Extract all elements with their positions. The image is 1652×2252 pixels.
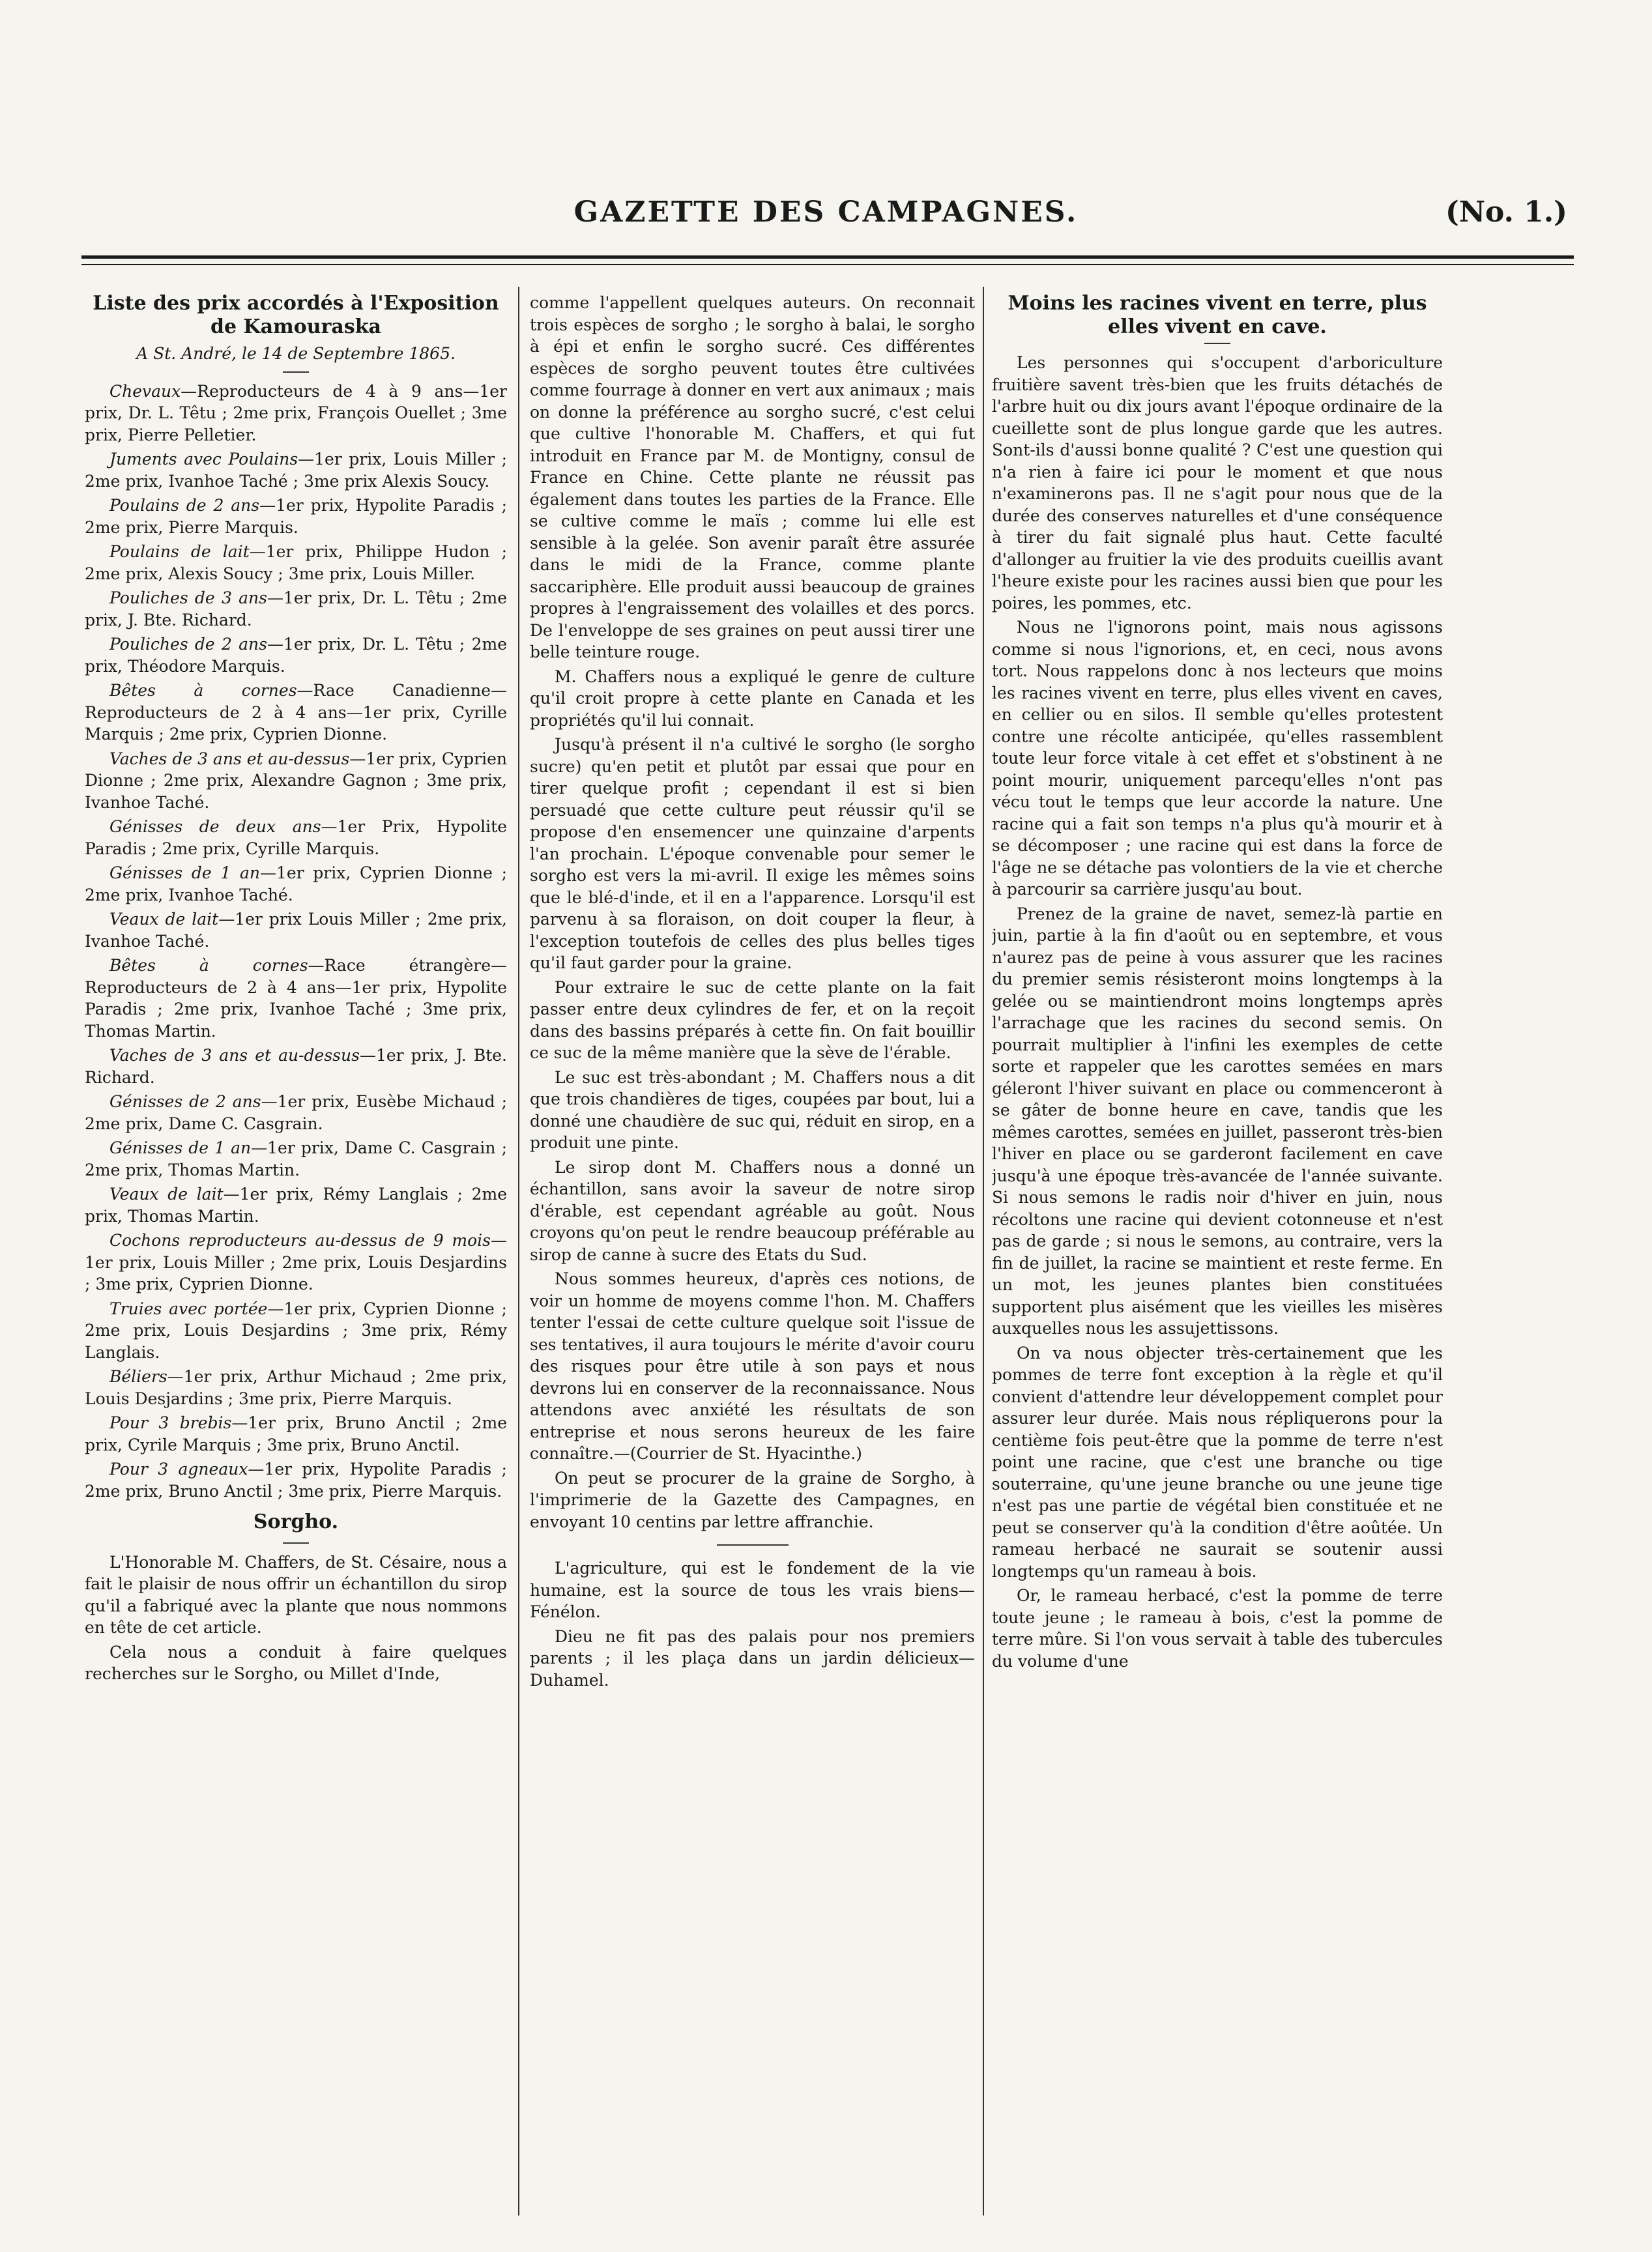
prize-entry xyxy=(85,587,507,631)
prize-category: Génisses de 2 ans xyxy=(109,1092,261,1111)
prize-winners: —1er prix, Louis Miller ; 2me prix, Ivanhoe Taché ; 3me prix Alexis Soucy. xyxy=(85,450,507,491)
prize-winners: —1er prix, Cyprien Dionne ; 2me prix, Louis Desjardins ; 3me prix, Rémy Langlais. xyxy=(85,1299,507,1362)
dateline: A St. André, le 14 de Septembre 1865. xyxy=(136,344,456,363)
quote-fenelon: L'agriculture, qui est le fondement de la vie humaine, est la source de tous les vrais biens—Fénélon. xyxy=(530,1559,975,1621)
prize-category: Poulains de 2 ans xyxy=(109,496,260,515)
short-rule xyxy=(283,371,309,373)
prize-winners: —1er prix, Cyprien Dionne ; 2me prix, Alexandre Gagnon ; 3me prix, Ivanhoe Taché. xyxy=(85,749,507,812)
quote-duhamel: Dieu ne fit pas des palais pour nos premiers parents ; il les plaça dans un jardin délicieux—Duhamel. xyxy=(530,1626,975,1690)
newspaper-title: GAZETTE DES CAMPAGNES. xyxy=(573,195,1079,229)
prize-category: Pouliches de 3 ans xyxy=(109,588,267,607)
paragraph: Jusqu'à présent il n'a cultivé le sorgho (le sorgho sucre) qu'en petit et plutôt par essai que pour en tirer quelque profit ; cependant il est si bien persuadé que cette culture peut réussir qu'il se propose d'en ensemencer une quinzaine d'arpents l'an prochain. L'époque convenable pour semer le sorgho est vers la mi-avril. Il exige les mêmes soins que le blé-d'inde, et il en a l'apparence. Lorsqu'il est parvenu à sa floraison, on doit couper la fleur, à l'exception toutefois de celles des plus belles tiges qu'il faut garder pour la graine. xyxy=(530,735,975,972)
prize-winners: —1er prix, Philippe Hudon ; 2me prix, Alexis Soucy ; 3me prix, Louis Miller. xyxy=(85,542,507,583)
paragraph: M. Chaffers nous a expliqué le genre de culture qu'il croit propre à cette plante en Canada et les propriétés qu'il lui connait. xyxy=(530,667,975,730)
prize-winners: —Race Canadienne—Reproducteurs de 2 à 4 ans—1er prix, Cyrille Marquis ; 2me prix, Cyprien Dionne. xyxy=(85,681,507,743)
prize-winners: —1er prix, Eusèbe Michaud ; 2me prix, Dame C. Casgrain. xyxy=(85,1092,507,1133)
column-2 xyxy=(530,292,975,2221)
prize-category: Veaux de lait xyxy=(109,1185,224,1204)
prize-entry xyxy=(85,541,507,585)
article-title-racines: Moins les racines vivent en terre, plus elles vivent en cave. xyxy=(1007,292,1427,338)
prize-winners: —1er prix, Hypolite Paradis ; 2me prix, Bruno Anctil ; 3me prix, Pierre Marquis. xyxy=(85,1460,507,1501)
prize-category: Bêtes à cornes xyxy=(109,956,308,975)
prize-entry xyxy=(85,1091,507,1134)
prize-category: Truies avec portée xyxy=(109,1299,268,1318)
prize-entry xyxy=(85,633,507,677)
prize-winners: —1er prix Louis Miller ; 2me prix, Ivanhoe Taché. xyxy=(85,910,507,951)
prize-entry xyxy=(85,495,507,538)
paragraph: On va nous objecter très-certainement que les pommes de terre font exception à la règle et qu'il convient d'attendre leur développement complet pour assurer leur durée. Mais nous répliquerons pour la centième fois peut-être que la pomme de terre n'est point une racine, que c'est une branche ou tige souterraine, qu'une jeune branche ou une jeune tige n'est pas une partie de végétal bien constituée et ne peut se conserver qu'à la condition d'être aoûtée. Un rameau herbacé ne saurait se soutenir aussi longtemps qu'un rameau à bois. xyxy=(992,1343,1443,1581)
paragraph: Le suc est très-abondant ; M. Chaffers nous a dit que trois chandières de tiges, coupées par bout, lui a donné une chaudière de suc qui, réduit en sirop, en a produit une pinte. xyxy=(530,1067,975,1152)
column-divider xyxy=(983,287,984,2216)
prize-entry xyxy=(85,1183,507,1227)
prize-entry xyxy=(85,381,507,446)
prize-entry xyxy=(85,1230,507,1295)
prize-category: Bêtes à cornes xyxy=(109,681,297,700)
article-title-prizes: Liste des prix accordés à l'Exposition de Kamouraska xyxy=(93,292,499,338)
paragraph: Le sirop dont M. Chaffers nous a donné un échantillon, sans avoir la saveur de notre sirop d'érable, est cependant agréable au goût. Nous croyons qu'on peut le rendre beaucoup préférable au sirop de canne à sucre des Etats du Sud. xyxy=(530,1157,975,1264)
prize-entry xyxy=(85,748,507,814)
prize-category: Pour 3 agneaux xyxy=(109,1460,248,1479)
section-rule xyxy=(717,1544,789,1546)
prize-entry xyxy=(85,1366,507,1409)
prize-winners: —1er prix, J. Bte. Richard. xyxy=(85,1046,507,1087)
prize-category: Veaux de lait xyxy=(109,910,219,929)
prize-category: Cochons reproducteurs au-dessus de 9 mois xyxy=(109,1231,491,1250)
prize-category: Poulains de lait xyxy=(109,542,250,561)
paragraph: On peut se procurer de la graine de Sorgho, à l'imprimerie de la Gazette des Campagnes, en envoyant 10 centins par lettre affranchie. xyxy=(530,1468,975,1531)
prize-category: Pour 3 brebis xyxy=(109,1413,232,1432)
prize-winners: —1er prix, Dr. L. Têtu ; 2me prix, Théodore Marquis. xyxy=(85,635,507,676)
column-1 xyxy=(85,292,507,2221)
prize-list xyxy=(85,381,507,1503)
paragraph: Les personnes qui s'occupent d'arboriculture fruitière savent très-bien que les fruits détachés de l'arbre huit ou dix jours avant l'époque ordinaire de la cueillette sont de plus longue garde que les autres. Sont-ils d'aussi bonne qualité ? C'est une question qui n'a rien à faire ici pour le moment et que nous n'examinerons pas. Il ne s'agit pour nous que de la durée des conserves naturelles et d'une conséquence à tirer du fait signalé plus haut. Cette faculté d'allonger au fruitier la vie des produits cueillis avant l'heure existe pour les racines aussi bien que pour les poires, les pommes, etc. xyxy=(992,353,1443,613)
short-rule xyxy=(283,1542,309,1544)
masthead xyxy=(85,195,1567,241)
prize-winners: —Race étrangère—Reproducteurs de 2 à 4 ans—1er prix, Hypolite Paradis ; 2me prix, Ivanhoe Taché ; 3me prix, Thomas Martin. xyxy=(85,956,507,1041)
prize-category: Béliers xyxy=(109,1367,167,1386)
prize-category: Génisses de deux ans xyxy=(109,817,321,836)
header-rule-thin xyxy=(81,264,1574,265)
prize-winners: —1er prix, Louis Miller ; 2me prix, Louis Desjardins ; 3me prix, Cyprien Dionne. xyxy=(85,1231,507,1293)
prize-entry xyxy=(85,862,507,906)
prize-entry xyxy=(85,1298,507,1364)
prize-entry xyxy=(85,908,507,952)
prize-entry xyxy=(85,1137,507,1181)
column-3 xyxy=(992,292,1443,2221)
prize-winners: —1er prix, Bruno Anctil ; 2me prix, Cyrile Marquis ; 3me prix, Bruno Anctil. xyxy=(85,1413,507,1454)
prize-category: Génisses de 1 an xyxy=(109,1138,252,1157)
prize-entry xyxy=(85,680,507,745)
paragraph: Cela nous a conduit à faire quelques recherches sur le Sorgho, ou Millet d'Inde, xyxy=(85,1642,507,1683)
prize-winners: —1er prix, Dr. L. Têtu ; 2me prix, J. Bte. Richard. xyxy=(85,588,507,629)
prize-category: Génisses de 1 an xyxy=(109,863,260,882)
prize-category: Chevaux xyxy=(109,381,181,401)
prize-entry xyxy=(85,1045,507,1088)
prize-winners: —1er prix, Hypolite Paradis ; 2me prix, Pierre Marquis. xyxy=(85,496,507,537)
column-divider xyxy=(518,287,519,2216)
article-title-sorgho: Sorgho. xyxy=(253,1510,339,1533)
prize-entry xyxy=(85,816,507,859)
prize-winners: —1er prix, Rémy Langlais ; 2me prix, Thomas Martin. xyxy=(85,1185,507,1226)
prize-entry xyxy=(85,955,507,1042)
prize-category: Vaches de 3 ans et au-dessus xyxy=(109,1046,360,1065)
prize-entry xyxy=(85,448,507,492)
prize-winners: —1er prix, Arthur Michaud ; 2me prix, Louis Desjardins ; 3me prix, Pierre Marquis. xyxy=(85,1367,507,1408)
prize-category: Pouliches de 2 ans xyxy=(109,635,267,654)
prize-winners: —Reproducteurs de 4 à 9 ans—1er prix, Dr. L. Têtu ; 2me prix, François Ouellet ; 3me prix, Pierre Pelletier. xyxy=(85,381,507,444)
prize-category: Vaches de 3 ans et au-dessus xyxy=(109,749,350,768)
prize-category: Juments avec Poulains xyxy=(109,450,298,469)
paragraph: Or, le rameau herbacé, c'est la pomme de terre toute jeune ; le rameau à bois, c'est la pomme de terre mûre. Si l'on vous servait à table des tubercules du volume d'une xyxy=(992,1586,1443,1671)
prize-entry xyxy=(85,1412,507,1456)
issue-number: (No. 1.) xyxy=(1445,195,1567,229)
prize-entry xyxy=(85,1458,507,1502)
paragraph: Prenez de la graine de navet, semez-là partie en juin, partie à la fin d'août ou en septembre, et vous n'aurez pas de peine à vous assurer que les racines du premier semis résisteront moins longtemps à la gelée ou se maintiendront moins longtemps après l'arrachage que les racines du second semis. On pourrait multiplier à l'infini les exemples de cette sorte et rappeler que les carottes semées en mars géleront l'hiver suivant en place ou commenceront à se gâter de bonne heure en cave, tandis que les mêmes carottes, semées en juillet, passeront très-bien l'hiver en place ou se garderont facilement en cave jusqu'à une époque très-avancée de l'année suivante. Si nous semons le radis noir d'hiver en juin, nous récoltons une racine qui devient cotonneuse et n'est pas de garde ; si nous le semons, au contraire, vers la fin de juillet, la racine se maintient et reste ferme. En un mot, les jeunes plantes bien constituées supportent plus aisément que les vieilles les misères auxquelles nous les assujettissons. xyxy=(992,904,1443,1338)
paragraph: Pour extraire le suc de cette plante on la fait passer entre deux cylindres de fer, et on la reçoit dans des bassins préparés à cette fin. On fait bouillir ce suc de la même manière que la sève de l'érable. xyxy=(530,977,975,1062)
header-rule-thick xyxy=(81,255,1574,259)
paragraph: Nous ne l'ignorons point, mais nous agissons comme si nous l'ignorions, et, en ceci, nous avons tort. Nous rappelons donc à nos lecteurs que moins les racines vivent en terre, plus elles vivent en caves, en cellier ou en silos. Il semble qu'elles protestent contre une récolte anticipée, qu'elles rassemblent toute leur force vitale à cet effet et s'obstinent à ne point mourir, uniquement parcequ'elles n'ont pas vécu tout le temps que leur accorde la nature. Une racine qui a fait son temps n'a plus qu'à mourir et à se décomposer ; une racine qui est dans la force de l'âge ne se détache pas volontiers de la vie et cherche à parcourir sa carrière jusqu'au bout. xyxy=(992,618,1443,899)
paragraph: comme l'appellent quelques auteurs. On reconnait trois espèces de sorgho ; le sorgho à balai, le sorgho à épi et enfin le sorgho sucré. Ces différentes espèces de sorgho peuvent toutes être cultivées comme fourrage à donner en vert aux animaux ; mais on donne la préférence au sorgho sucré, c'est celui que cultive l'honorable M. Chaffers, et qui fut introduit en France par M. de Montigny, consul de France en Chine. Cette plante ne réussit pas également dans toutes les parties de la France. Elle se cultive comme le maïs ; comme lui elle est sensible à la gelée. Son avenir paraît être assurée dans le midi de la France, comme plante saccariphère. Elle produit aussi beaucoup de graines propres à l'engraissement des volailles et des porcs. De l'enveloppe de ses graines on peut aussi tirer une belle teinture rouge. xyxy=(530,293,975,661)
short-rule xyxy=(1204,343,1230,344)
prize-winners: —1er prix, Dame C. Casgrain ; 2me prix, Thomas Martin. xyxy=(85,1138,507,1179)
paragraph: L'Honorable M. Chaffers, de St. Césaire, nous a fait le plaisir de nous offrir un échantillon du sirop qu'il a fabriqué avec la plante que nous nommons en tête de cet article. xyxy=(85,1552,507,1637)
prize-winners: —1er prix, Cyprien Dionne ; 2me prix, Ivanhoe Taché. xyxy=(85,863,507,904)
prize-winners: —1er Prix, Hypolite Paradis ; 2me prix, Cyrille Marquis. xyxy=(85,817,507,858)
paragraph: Nous sommes heureux, d'après ces notions, de voir un homme de moyens comme l'hon. M. Chaffers tenter l'essai de cette culture quelque soit l'issue de ses tentatives, il aura toujours le mérite d'avoir couru des risques pour être utile à son pays et nous devrons lui en conserver de la reconnaissance. Nous attendons avec anxiété les résultats de son entreprise et nous serons heureux de les faire connaître.—(Courrier de St. Hyacinthe.) xyxy=(530,1269,975,1463)
